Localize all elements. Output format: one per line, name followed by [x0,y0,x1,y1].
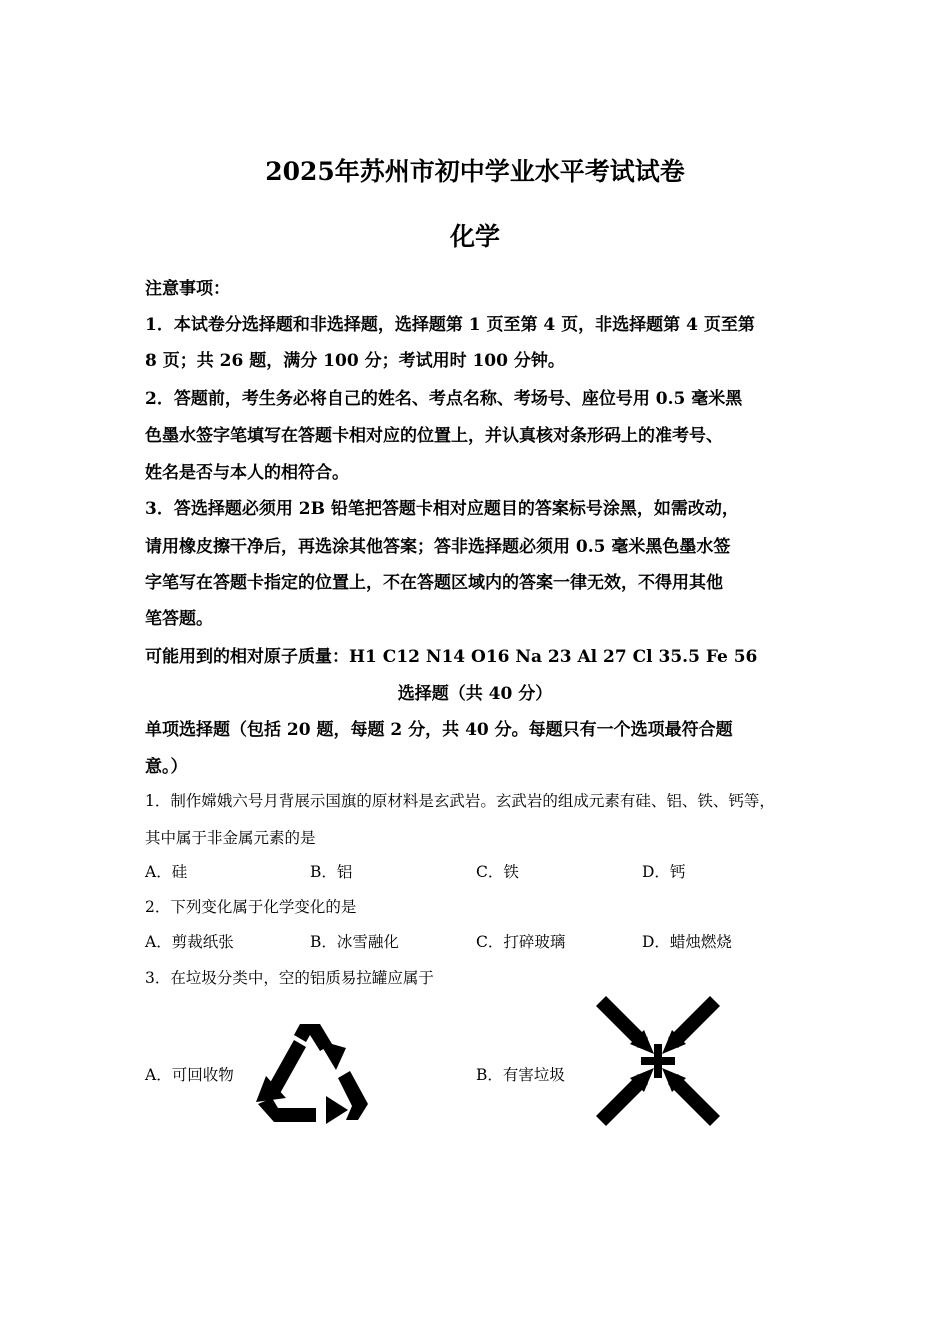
question-3-option-a: A．可回收物 [145,1066,234,1084]
section-heading: 选择题（共 40 分） [397,684,553,704]
question-3-option-b: B．有害垃圾 [476,1066,565,1084]
question-1-option-d: D．钙 [642,863,686,881]
note-3-line-4: 笔答题。 [145,609,213,629]
note-1-line-2: 8 页；共 26 题，满分 100 分；考试用时 100 分钟。 [145,351,565,371]
question-2-option-d: D．蜡烛燃烧 [642,933,732,951]
note-3-line-1: 3．答选择题必须用 2B 铅笔把答题卡相对应题目的答案标号涂黑，如需改动， [145,499,739,519]
question-1-stem-line-2: 其中属于非金属元素的是 [145,829,316,847]
atomic-masses: 可能用到的相对原子质量：H1 C12 N14 O16 Na 23 Al 27 Cl 35.5 Fe 56 [145,647,758,667]
note-3-line-3: 字笔写在答题卡指定的位置上，不在答题区域内的答案一律无效，不得用其他 [145,573,723,593]
question-2-option-b: B．冰雪融化 [310,933,399,951]
section-intro-line-1: 单项选择题（包括 20 题，每题 2 分，共 40 分。每题只有一个选项最符合题 [145,720,733,740]
note-2-line-3: 姓名是否与本人的相符合。 [145,463,349,483]
notes-heading: 注意事项： [145,279,230,299]
recycle-icon [254,1018,372,1126]
hazardous-waste-icon [596,996,720,1126]
note-3-line-2: 请用橡皮擦干净后，再选涂其他答案；答非选择题必须用 0.5 毫米黑色墨水签 [145,537,731,557]
question-2-stem: 2．下列变化属于化学变化的是 [145,898,357,916]
section-intro-line-2: 意。） [145,757,188,777]
question-1-option-b: B．铝 [310,863,353,881]
note-2-line-2: 色墨水签字笔填写在答题卡相对应的位置上，并认真核对条形码上的准考号、 [145,426,723,446]
question-1-option-c: C．铁 [476,863,519,881]
question-1-stem-line-1: 1．制作嫦娥六号月背展示国旗的原材料是玄武岩。玄武岩的组成元素有硅、铝、铁、钙等， [145,792,775,810]
question-2-option-c: C．打碎玻璃 [476,933,566,951]
subject-title: 化学 [449,222,500,251]
question-1-option-a: A．硅 [145,863,188,881]
note-1-line-1: 1．本试卷分选择题和非选择题，选择题第 1 页至第 4 页，非选择题第 4 页至第 [145,315,755,335]
exam-title: 2025年苏州市初中学业水平考试试卷 [265,157,685,186]
question-2-option-a: A．剪裁纸张 [145,933,234,951]
question-3-stem: 3．在垃圾分类中，空的铝质易拉罐应属于 [145,969,434,987]
note-2-line-1: 2．答题前，考生务必将自己的姓名、考点名称、考场号、座位号用 0.5 毫米黑 [145,389,743,409]
